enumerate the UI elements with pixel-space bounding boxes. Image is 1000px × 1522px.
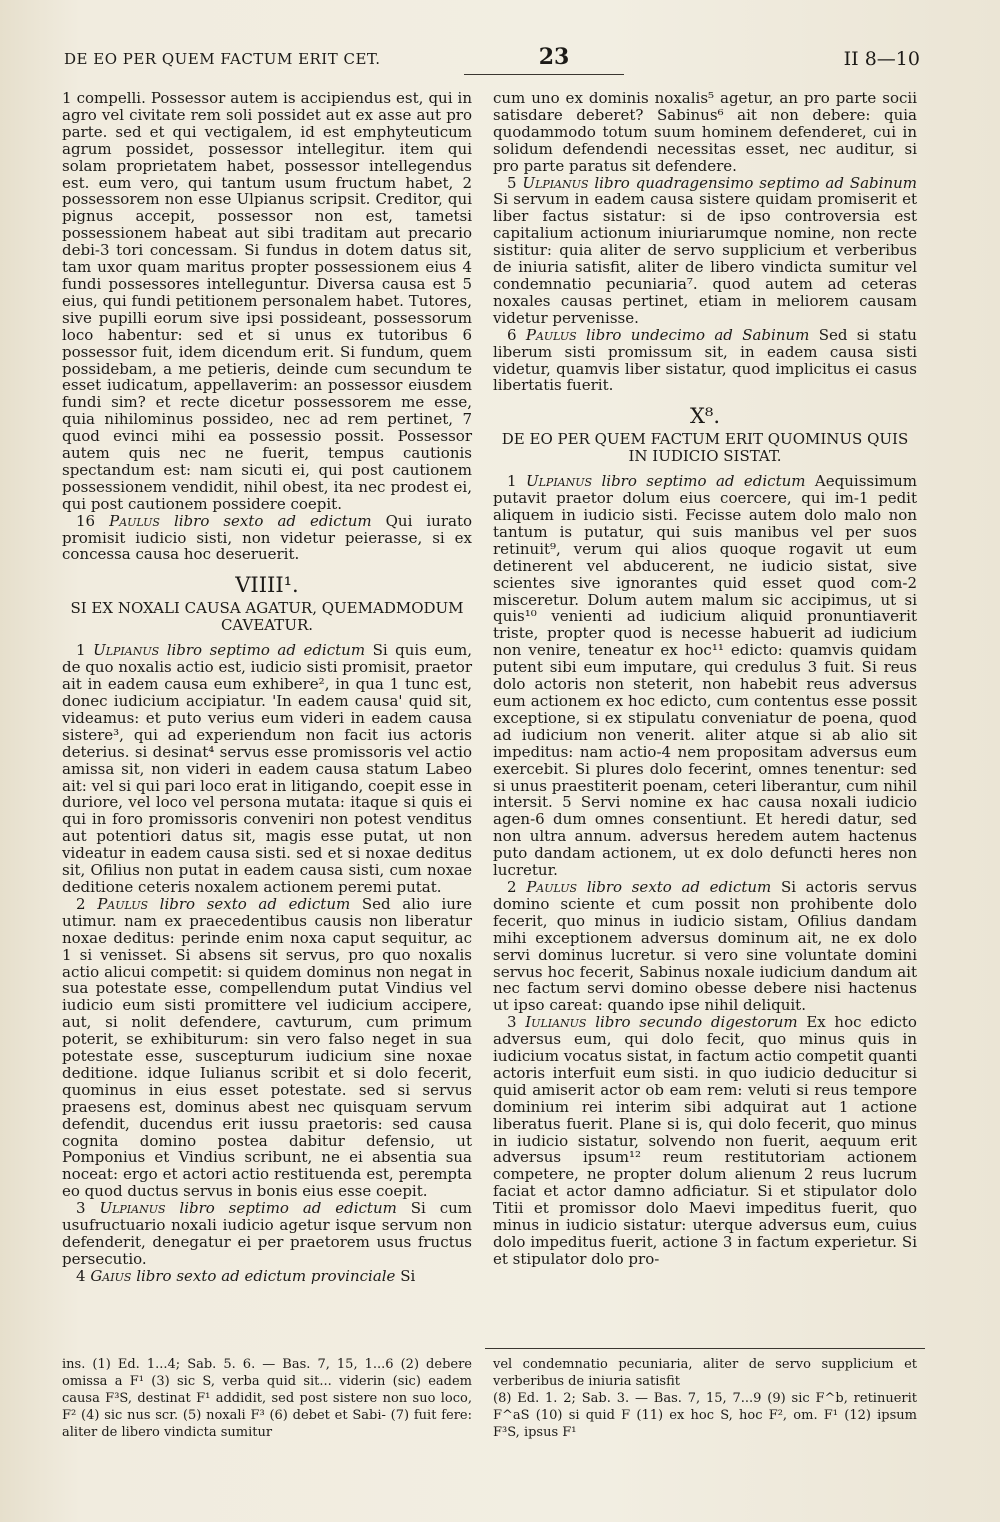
lex-author: Ulpianus — [99, 1199, 166, 1218]
lex-number: 2 — [76, 894, 86, 913]
lex-number: 1 — [76, 641, 86, 660]
lex-number: 4 — [76, 1266, 86, 1285]
lex-text: Si servum in eadem causa sistere quidam promiserit et liber factus sistatur: si de ipso controversia est capitalium actionum iniuriarumque nomine, non recte sistitur: quia aliter de servo supplicium et verberibus de iniuria satisfit, aliter de libero vindicta sumitur vel condemnatio pecuniaria⁷. quod autem ad ceteras noxales causas pertinet, etiam in meliorem causam videtur pervenisse. — [493, 190, 917, 327]
lex-source: libro sexto ad edictum — [159, 894, 351, 913]
lex-3 — [493, 1014, 917, 1268]
section-number: VIIII¹. — [235, 573, 299, 598]
section-title: DE EO PER QUEM FACTUM ERIT QUOMINUS QUIS IN IUDICIO SISTAT. — [501, 430, 909, 466]
lex-text: Sed alio iure utimur. nam ex praecedentibus causis non liberatur noxae deditus: perinde enim noxa caput sequitur, ac 1 si venisset. Si absens sit servus, pro quo noxalis actio alicui competit: si quidem dominus non negat in sua potestate esse, compellendum putat Vindius vel iudicio eum sisti promittere vel iudicium accipere, aut, si nolit defendere, cavturum, cum primum poterit, se exhibiturum: sin vero falso neget in sua potestate esse, suscepturum iudicium sine noxae deditione. idque Iulianus scribit et si dolo fecerit, quominus in eius esset potestate. sed si servus praesens est, dominus abest nec quisquam servum defendit, ducendus erit iussu praetoris: sed causa cognita domino postea dabitur defensio, ut Pomponius et Vindius scribunt, ne ei absentia sua noceat: ergo et actori actio restituenda est, perempta eo quod ductus servus in bonis eius esse coepit. — [62, 894, 472, 1201]
lex-source: libro sexto ad edictum provinciale — [136, 1266, 396, 1285]
lex-number: 2 — [507, 877, 517, 896]
lex-author: Ulpianus — [525, 472, 593, 491]
footnote-block: ins. (1) Ed. 1...4; Sab. 5. 6. — Bas. 7, 15, 1...6 (2) debere omissa a F¹ (3) sic S, verba quid sit... viderin (sic) eadem causa F³S, destinat F¹ addidit, sed post sistere non suo loco, F² (4) sic nus scr. (5) noxali F³ (6) debet et Sabi- (7) fuit fere: aliter de libero vindicta sumitur — [62, 1357, 472, 1440]
running-title: DE EO PER QUEM FACTUM ERIT CET. — [64, 50, 381, 68]
lex-text: Si cum usufructuario noxali iudicio agetur isque servum non defenderit, denegatur ei per praetorem usus fructus persecutio. — [62, 1199, 472, 1268]
lex-1 — [493, 473, 917, 879]
lex-author: Paulus — [526, 877, 578, 896]
lex-source: libro secundo digestorum — [595, 1013, 798, 1032]
lex-3 — [62, 1200, 472, 1268]
right-column — [493, 90, 917, 1268]
lex-5 — [493, 175, 917, 327]
left-column — [62, 90, 472, 1285]
footnote-block: (8) Ed. 1. 2; Sab. 3. — Bas. 7, 15, 7...9 (9) sic F^b, retinuerit F^aS (10) si quid F (11) ex hoc S, hoc F², om. F¹ (12) ipsum F³S, ipsus F¹ — [493, 1391, 917, 1440]
lex-number: 1 — [507, 472, 517, 491]
lex-number: 3 — [507, 1013, 517, 1032]
paragraph: cum uno ex dominis noxalis⁵ agetur, an pro parte socii satisdare deberet? Sabinus⁶ ait non debere: quia quodammodo totum suum hominem defenderet, cui in solidum defendendi necessitas esset, nec auditur, si pro parte paratus sit defendere. — [493, 89, 917, 175]
lex-author: Iulianus — [525, 1013, 587, 1032]
lex-author: Paulus — [109, 511, 160, 530]
lex-2 — [493, 879, 917, 1014]
section-title: SI EX NOXALI CAUSA AGATUR, QUEMADMODUM CAVEATUR. — [70, 599, 464, 635]
section-number: X⁸. — [689, 404, 721, 429]
running-head — [64, 44, 920, 76]
lex-source: libro septimo ad edictum — [601, 472, 806, 491]
lex-author: Ulpianus — [522, 173, 589, 192]
lex-number: 16 — [76, 511, 96, 530]
lex-text: Ex hoc edicto adversus eum, qui dolo fecit, quo minus quis in iudicium vocatus sistat, in factum actio competit quanti actoris interfuit eum sisti. in quo iudicio deducitur si quid amiserit actor ob eam rem: veluti si reus tempore dominium rei interim sibi adquirat aut 1 actione liberatus fuerit. Plane si is, qui dolo fecerit, quo minus in iudicio sistatur, solvendo non fuerit, aequum erit adversus ipsum¹² reum restitutoriam actionem competere, ne propter dolum alienum 2 reus lucrum faciat et actor damno adficiatur. Si et stipulator dolo Titii et promissor dolo Maevi impeditus fuerit, quo minus in iudicio sistatur: uterque adversus eum, cuius dolo impeditus fuerit, actione 3 in factum experietur. Si et stipulator dolo pro- — [493, 1013, 917, 1268]
footnote-continuation: vel condemnatio pecuniaria, aliter de servo supplicium et verberibus de iniuria satisfit — [493, 1357, 917, 1389]
footnote-rule — [485, 1348, 925, 1349]
lex-6 — [493, 327, 917, 395]
paragraph: 1 compelli. Possessor autem is accipiendus est, qui in agro vel civitate rem soli possidet aut ex asse aut pro parte. sed et qui vectigalem, id est emphyteuticum agrum possidet, possessor intellegitur. item qui solam proprietatem habet, possessor intellegendus est. eum vero, qui tantum usum fructum habet, 2 possessorem non esse Ulpianus scripsit. Creditor, qui pignus accepit, possessor non est, tametsi possessionem habeat aut sibi traditam aut precario debi-3 tori concessam. Si fundus in dotem datus sit, tam uxor quam maritus propter possessionem eius 4 fundi possessores intelleguntur. Diversa causa est 5 eius, qui fundi petitionem personalem habet. Tutores, sive pupilli eorum sive ipsi possideant, possessorum loco habentur: sed et si unus ex tutoribus 6 possessor fuit, idem dicendum erit. Si fundum, quem possidebam, a me petieris, deinde cum secundum te esset iudicatum, appellaverim: an possessor eiusdem fundi sim? et recte dicetur possessorem me esse, quia nihilominus possideo, nec ad rem pertinet, 7 quod evinci mihi ea possessio possit. Possessor autem quis nec ne fuerit, tempus cautionis spectandum est: nam sicuti ei, qui post cautionem possessionem vendidit, nihil obest, ita nec prodest ei, qui post cautionem possidere coepit. — [62, 89, 472, 513]
lex-text: Si quis eum, de quo noxalis actio est, iudicio sisti promisit, praetor ait in eadem causa eum exhibere², in qua 1 tunc est, donec iudicium accipiatur. 'In eadem causa' quid sit, videamus: et puto verius eum videri in eadem causa sistere³, qui ad experiendum non facit ius actoris deterius. si desinat⁴ servus esse promissoris vel actio amissa sit, non videri in eadem causa statum Labeo ait: vel si qui pari loco erat in litigando, coepit esse in duriore, vel loco vel persona mutata: itaque si quis ei qui in foro promissoris conveniri non potest venditus aut potentiori datus sit, magis esse putat, ut non videatur in eadem causa sisti. sed et si noxae deditus sit, Ofilius non putat in eadem causa sisti, cum noxae deditione ceteris noxalem actionem peremi putat. — [62, 641, 472, 896]
lex-2 — [62, 896, 472, 1200]
lex-source: libro sexto ad edictum — [173, 511, 372, 530]
lex-author: Paulus — [525, 325, 577, 344]
lex-16 — [62, 513, 472, 564]
footnotes-right — [493, 1356, 917, 1441]
lex-text: Sed si statu liberum sisti promissum sit, in eadem causa sisti videtur, quamvis liber sistatur, quod implicitus ei casus libertatis fuerit. — [493, 325, 917, 395]
lex-1 — [62, 642, 472, 896]
lex-source: libro sexto ad edictum — [586, 877, 772, 896]
lex-source: libro septimo ad edictum — [166, 641, 366, 660]
header-rule — [464, 74, 624, 75]
page-number: 23 — [538, 44, 570, 70]
lex-text: Aequissimum putavit praetor dolum eius coercere, qui im-1 pedit aliquem in iudicio sisti. Fecisse autem dolo malo non tantum is putatur, qui suis manibus vel per suos retinuit⁹, verum qui alios quoque rogavit ut eum detinerent vel abducerent, ne iudicio sistat, sive scientes sive ignorantes quid esset quod com-2 misceretur. Dolum autem malum sic accipimus, ut si quis¹⁰ venienti ad iudicium aliquid pronuntiaverit triste, propter quod is necesse habuerit ad iudicium non venire, teneatur ex hoc¹¹ edicto: quamvis quidam putent sibi eum imputare, qui credulus 3 fuit. Si reus dolo actoris non steterit, non habebit reus adversus eum actionem ex hoc edicto, cum contentus esse possit exceptione, si ex stipulatu conveniatur de poena, quod ad iudicium non venerit. aliter atque si ab alio sit impeditus: nam actio-4 nem propositam adversus eum exercebit. Si plures dolo fecerint, omnes tenentur: sed si unus praestiterit poenam, ceteri liberantur, cum nihil intersit. 5 Servi nomine ex hac causa noxali iudicio agen-6 dum omnes consentiunt. Et heredi datur, sed non ultra annum. adversus heredem autem hactenus puto dandam actionem, ut ex dolo defuncti heres non lucretur. — [493, 472, 917, 880]
lex-number: 6 — [507, 325, 517, 344]
lex-author: Paulus — [97, 894, 149, 913]
lex-text: Qui iurato promisit iudicio sisti, non videtur peierasse, si ex concessa causa hoc deseruerit. — [62, 511, 472, 564]
lex-4 — [62, 1268, 472, 1285]
lex-source: libro undecimo ad Sabinum — [586, 325, 810, 344]
lex-number: 3 — [76, 1199, 86, 1218]
lex-author: Gaius — [90, 1266, 132, 1285]
footnotes-left — [62, 1356, 472, 1441]
section-reference: II 8—10 — [843, 48, 920, 70]
lex-number: 5 — [507, 173, 517, 192]
lex-text: Si — [400, 1266, 416, 1285]
lex-source: libro quadragensimo septimo ad Sabinum — [594, 173, 917, 192]
lex-source: libro septimo ad edictum — [179, 1199, 397, 1218]
lex-author: Ulpianus — [93, 641, 160, 660]
lex-text: Si actoris servus domino sciente et cum possit non prohibente dolo fecerit, quo minus in iudicio sistam, Ofilius dandam mihi exceptionem adversus dominum ait, ne ex dolo servi dominus lucretur. si vero sine voluntate domini servus hoc fecerit, Sabinus noxale iudicium dandum ait nec factum servi domino obesse debere nisi hactenus ut ipso careat: quando ipse nihil deliquit. — [493, 877, 917, 1015]
